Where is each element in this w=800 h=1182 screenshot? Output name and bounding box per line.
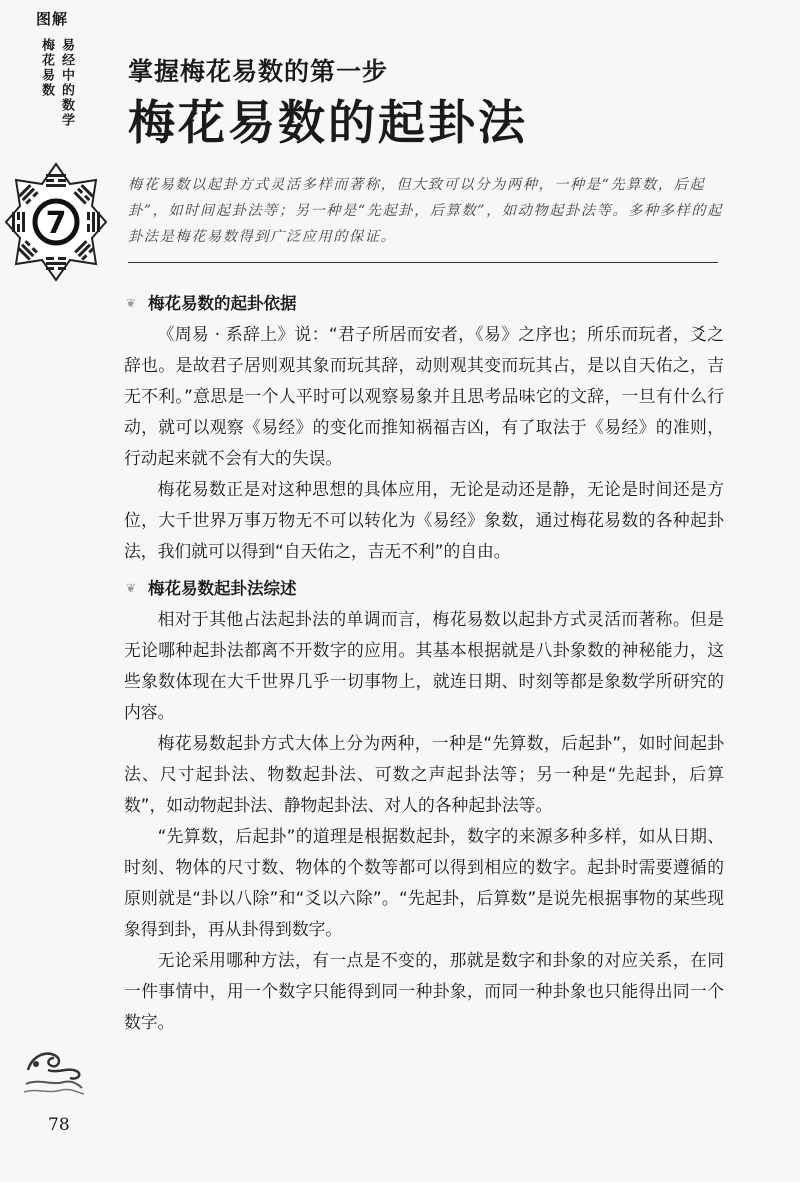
page-title: 梅花易数的起卦法 bbox=[128, 96, 528, 151]
page-number: 78 bbox=[48, 1115, 70, 1135]
paragraph: 梅花易数起卦方式大体上分为两种，一种是“先算数，后起卦”，如时间起卦法、尺寸起卦法、物数起卦法、可数之声起卦法等；另一种是“先起卦，后算数”，如动物起卦法、静物起卦法、对人的各种起卦法等。 bbox=[124, 733, 724, 815]
leaf-bullet-icon: ❦ bbox=[126, 581, 137, 595]
section-heading bbox=[124, 573, 724, 604]
leaf-bullet-icon: ❦ bbox=[126, 296, 137, 310]
dragon-ornament-icon bbox=[18, 1040, 88, 1100]
series-label: 图解 bbox=[36, 10, 69, 28]
divider-rule bbox=[128, 262, 718, 263]
section-heading-text: 梅花易数起卦法综述 bbox=[148, 579, 297, 598]
paragraph: 《周易 · 系辞上》说：“君子所居而安者，《易》之序也；所乐而玩者，爻之辞也。是故君子居则观其象而玩其辞，动则观其变而玩其占，是以自天佑之，吉无不利。”意思是一个人平时可以观察易象并且思考品味它的文辞，一旦有什么行动，就可以观察《易经》的变化而推知祸福吉凶，有了取法于《易经》的准则，行动起来就不会有大的失误。 bbox=[124, 324, 724, 468]
paragraph: 梅花易数正是对这种思想的具体应用，无论是动还是静，无论是时间还是方位，大千世界万事万物无不可以转化为《易经》象数，通过梅花易数的各种起卦法，我们就可以得到“自天佑之，吉无不利”的自由。 bbox=[124, 479, 724, 561]
body-content bbox=[124, 288, 724, 1038]
section-subtitle: 掌握梅花易数的第一步 bbox=[128, 57, 389, 86]
book-title-vertical: 梅花易数 bbox=[39, 38, 54, 98]
paragraph: “先算数，后起卦”的道理是根据数起卦，数字的来源多种多样，如从日期、时刻、物体的尺寸数、物体的个数等都可以得到相应的数字。起卦时需要遵循的原则就是“卦以八除”和“爻以六除”。“先起卦，后算数”是说先根据事物的某些现象得到卦，再从卦得到数字。 bbox=[124, 826, 724, 939]
chapter-bagua-badge bbox=[4, 162, 108, 282]
section-heading bbox=[124, 288, 724, 319]
section-heading-text: 梅花易数的起卦依据 bbox=[148, 294, 297, 313]
paragraph: 相对于其他占法起卦法的单调而言，梅花易数以起卦方式灵活而著称。但是无论哪种起卦法都离不开数字的应用。其基本根据就是八卦象数的神秘能力，这些象数体现在大千世界几乎一切事物上，就连日期、时刻等都是象数学所研究的内容。 bbox=[124, 609, 724, 722]
intro-paragraph: 梅花易数以起卦方式灵活多样而著称，但大致可以分为两种，一种是“先算数，后起卦”，如时间起卦法等；另一种是“先起卦，后算数”，如动物起卦法等。多种多样的起卦法是梅花易数得到广泛应用的保证。 bbox=[128, 177, 723, 245]
chapter-number: 7 bbox=[45, 206, 67, 241]
paragraph: 无论采用哪种方法，有一点是不变的，那就是数字和卦象的对应关系，在同一件事情中，用一个数字只能得到同一种卦象，而同一种卦象也只能得出同一个数字。 bbox=[124, 950, 724, 1032]
book-subtitle-vertical: 易经中的数学 bbox=[59, 38, 74, 128]
